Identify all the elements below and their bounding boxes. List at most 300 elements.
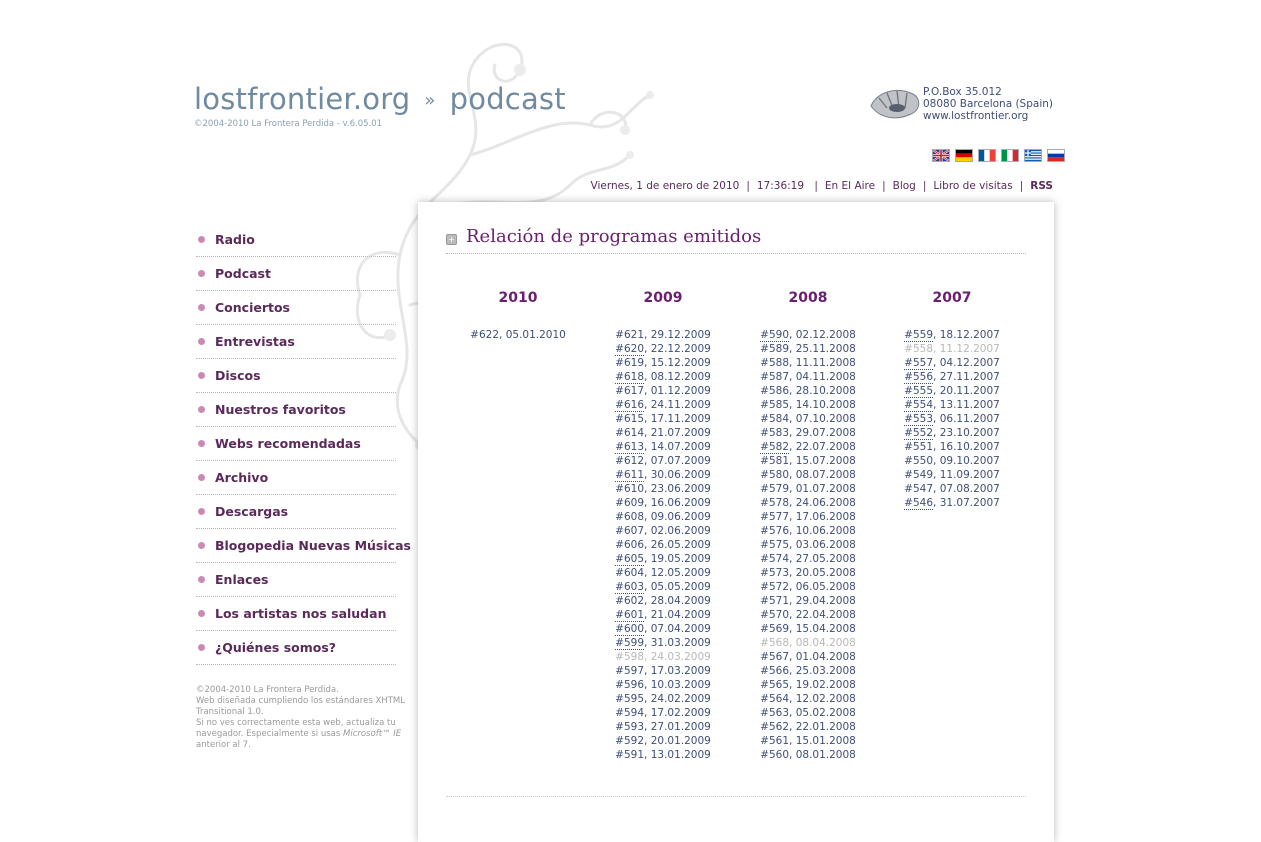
address-block bbox=[867, 84, 1057, 126]
episode-entry[interactable] bbox=[886, 468, 1018, 482]
episode-number[interactable]: #554 bbox=[904, 399, 934, 411]
episode-number[interactable]: #581 bbox=[760, 455, 790, 467]
episode-number[interactable]: #549 bbox=[904, 469, 934, 481]
episode-number[interactable]: #611 bbox=[615, 469, 645, 481]
episode-entry[interactable] bbox=[742, 538, 874, 552]
episode-comma: , bbox=[644, 539, 651, 551]
episode-number[interactable]: #585 bbox=[760, 399, 790, 411]
top-nav: Viernes, 1 de enero de 2010 | 17:36:19 | En El Aire | Blog | Libro de visitas | RSS bbox=[590, 180, 1053, 192]
episode-number[interactable]: #552 bbox=[904, 427, 934, 439]
episode-entry[interactable] bbox=[742, 594, 874, 608]
episode-date: 04.11.2008 bbox=[795, 371, 856, 383]
episode-number[interactable]: #561 bbox=[760, 735, 790, 747]
address-line-city: 08080 Barcelona (Spain) bbox=[923, 98, 1053, 110]
episode-date: 17.02.2009 bbox=[650, 707, 711, 719]
episode-date: 09.06.2009 bbox=[650, 511, 711, 523]
episode-number[interactable]: #580 bbox=[760, 469, 790, 481]
address-line-pobox: P.O.Box 35.012 bbox=[923, 86, 1002, 98]
episode-comma: , bbox=[644, 623, 651, 635]
year-heading: 2008 bbox=[788, 290, 828, 306]
episode-entry[interactable] bbox=[742, 398, 874, 412]
episode-number[interactable]: #609 bbox=[615, 497, 645, 509]
episode-entry[interactable] bbox=[886, 398, 1018, 412]
episode-entry[interactable] bbox=[742, 510, 874, 524]
episode-entry[interactable] bbox=[742, 454, 874, 468]
episode-entry[interactable] bbox=[886, 440, 1018, 454]
episode-entry[interactable] bbox=[597, 552, 729, 566]
episode-number[interactable]: #578 bbox=[760, 497, 790, 509]
episode-number[interactable]: #562 bbox=[760, 721, 790, 733]
episode-number[interactable]: #565 bbox=[760, 679, 790, 691]
episode-entry[interactable] bbox=[597, 342, 729, 356]
episode-date: 14.10.2008 bbox=[795, 399, 856, 411]
episode-number[interactable]: #602 bbox=[615, 595, 645, 607]
episode-comma: , bbox=[789, 469, 796, 481]
sidebar-item-artistas[interactable] bbox=[196, 597, 396, 631]
episode-comma: , bbox=[644, 721, 651, 733]
episode-entry[interactable] bbox=[742, 384, 874, 398]
episode-entry[interactable] bbox=[742, 720, 874, 734]
episode-number[interactable]: #604 bbox=[615, 567, 645, 579]
episode-date: 24.11.2009 bbox=[650, 399, 711, 411]
episode-comma: , bbox=[933, 399, 940, 411]
episode-entry[interactable] bbox=[742, 650, 874, 664]
episode-date: 16.06.2009 bbox=[650, 497, 711, 509]
sidebar-item-label[interactable]: Conciertos bbox=[215, 300, 290, 315]
episode-comma: , bbox=[644, 469, 651, 481]
episode-number[interactable]: #551 bbox=[904, 441, 934, 453]
episode-date: 01.12.2009 bbox=[650, 385, 711, 397]
episode-number[interactable]: #617 bbox=[615, 385, 645, 397]
episode-comma: , bbox=[644, 525, 651, 537]
episode-number[interactable]: #579 bbox=[760, 483, 790, 495]
episode-date: 08.01.2008 bbox=[795, 749, 856, 761]
episode-number[interactable]: #577 bbox=[760, 511, 790, 523]
episode-date: 08.07.2008 bbox=[795, 469, 856, 481]
episode-number[interactable]: #607 bbox=[615, 525, 645, 537]
episode-comma: , bbox=[644, 665, 651, 677]
episode-entry[interactable] bbox=[597, 580, 729, 594]
episode-number[interactable]: #616 bbox=[615, 399, 645, 411]
episode-number[interactable]: #571 bbox=[760, 595, 790, 607]
episode-date: 22.12.2009 bbox=[650, 343, 711, 355]
episode-entry[interactable] bbox=[597, 370, 729, 384]
episode-entry[interactable] bbox=[742, 706, 874, 720]
episode-number[interactable]: #614 bbox=[615, 427, 645, 439]
bullet-icon bbox=[198, 576, 205, 583]
episode-comma: , bbox=[789, 483, 796, 495]
episode-entry bbox=[742, 636, 874, 650]
episode-entry bbox=[886, 342, 1018, 356]
episode-number[interactable]: #557 bbox=[904, 357, 934, 369]
episode-number[interactable]: #586 bbox=[760, 385, 790, 397]
episode-entry[interactable] bbox=[597, 692, 729, 706]
episode-entry[interactable] bbox=[886, 454, 1018, 468]
episode-entry[interactable] bbox=[742, 468, 874, 482]
episode-number[interactable]: #550 bbox=[904, 455, 934, 467]
episode-comma: , bbox=[933, 441, 940, 453]
episode-entry[interactable] bbox=[597, 384, 729, 398]
episode-number[interactable]: #619 bbox=[615, 357, 645, 369]
episode-entry[interactable] bbox=[597, 566, 729, 580]
episode-entry[interactable] bbox=[742, 748, 874, 762]
episode-entry[interactable] bbox=[886, 356, 1018, 370]
episode-date: 11.11.2008 bbox=[795, 357, 856, 369]
episode-number[interactable]: #599 bbox=[615, 637, 645, 649]
episode-number[interactable]: #559 bbox=[904, 329, 934, 341]
episode-entry[interactable] bbox=[597, 678, 729, 692]
episode-entry[interactable] bbox=[597, 496, 729, 510]
footer-xhtml[interactable]: Web diseñada cumpliendo los estándares XHTML Transitional 1.0. bbox=[196, 696, 405, 717]
episode-comma: , bbox=[644, 637, 651, 649]
episode-comma: , bbox=[789, 511, 796, 523]
year-column-2009 bbox=[597, 290, 729, 762]
episode-comma: , bbox=[644, 553, 651, 565]
episode-date: 17.06.2008 bbox=[795, 511, 856, 523]
episode-number[interactable]: #620 bbox=[615, 343, 645, 355]
episode-entry[interactable] bbox=[597, 720, 729, 734]
sidebar-item-entrevistas[interactable] bbox=[196, 325, 396, 359]
sidebar-item-descargas[interactable] bbox=[196, 495, 396, 529]
sidebar-item-label[interactable]: Podcast bbox=[215, 266, 271, 281]
episode-entry[interactable] bbox=[742, 328, 874, 342]
episode-date: 31.07.2007 bbox=[939, 497, 1000, 509]
italy-flag-icon[interactable] bbox=[1001, 149, 1019, 162]
episode-entry[interactable] bbox=[742, 342, 874, 356]
episode-number[interactable]: #583 bbox=[760, 427, 790, 439]
episode-entry[interactable] bbox=[597, 482, 729, 496]
bullet-icon bbox=[198, 406, 205, 413]
rss-link[interactable]: RSS bbox=[1030, 180, 1053, 192]
episode-number[interactable]: #556 bbox=[904, 371, 934, 383]
episode-entry[interactable] bbox=[886, 412, 1018, 426]
episode-number[interactable]: #569 bbox=[760, 623, 790, 635]
site-title[interactable] bbox=[194, 82, 566, 116]
episode-number[interactable]: #596 bbox=[615, 679, 645, 691]
episode-date: 15.07.2008 bbox=[795, 455, 856, 467]
episode-number[interactable]: #597 bbox=[615, 665, 645, 677]
episode-entry[interactable] bbox=[452, 328, 584, 342]
sidebar-item-label[interactable]: Discos bbox=[215, 368, 261, 383]
content-panel bbox=[418, 202, 1054, 842]
episode-entry[interactable] bbox=[597, 398, 729, 412]
episode-date: 15.01.2008 bbox=[795, 735, 856, 747]
france-flag-icon[interactable] bbox=[978, 149, 996, 162]
episode-comma: , bbox=[789, 413, 796, 425]
episode-comma: , bbox=[933, 427, 940, 439]
episode-comma: , bbox=[789, 385, 796, 397]
episode-comma: , bbox=[644, 483, 651, 495]
episode-date: 07.08.2007 bbox=[939, 483, 1000, 495]
greece-flag-icon[interactable] bbox=[1024, 149, 1042, 162]
footer-version-text: anterior al 7. bbox=[196, 740, 251, 750]
episode-number[interactable]: #560 bbox=[760, 749, 790, 761]
episode-comma: , bbox=[789, 455, 796, 467]
episode-entry[interactable] bbox=[886, 328, 1018, 342]
episode-number[interactable]: #621 bbox=[615, 329, 645, 341]
episode-entry[interactable] bbox=[886, 384, 1018, 398]
episode-number[interactable]: #595 bbox=[615, 693, 645, 705]
episode-number[interactable]: #606 bbox=[615, 539, 645, 551]
sidebar-item-quienes-somos[interactable] bbox=[196, 631, 396, 665]
episode-entry[interactable] bbox=[742, 440, 874, 454]
episode-entry[interactable] bbox=[597, 356, 729, 370]
episode-number[interactable]: #589 bbox=[760, 343, 790, 355]
topnav-link-en-el-aire[interactable]: En El Aire bbox=[824, 180, 876, 192]
site-name[interactable]: lostfrontier.org bbox=[194, 82, 411, 116]
episode-entry[interactable] bbox=[742, 566, 874, 580]
episode-number: #598 bbox=[615, 651, 645, 663]
sidebar-item-nuestros-favoritos[interactable] bbox=[196, 393, 396, 427]
episode-number[interactable]: #591 bbox=[615, 749, 645, 761]
sidebar-item-podcast[interactable] bbox=[196, 257, 396, 291]
episode-comma: , bbox=[789, 371, 796, 383]
sidebar-item-label[interactable]: Radio bbox=[215, 232, 255, 247]
episode-number[interactable]: #600 bbox=[615, 623, 645, 635]
episode-entry[interactable] bbox=[597, 426, 729, 440]
sidebar-item-radio[interactable] bbox=[196, 223, 396, 257]
episode-comma: , bbox=[644, 707, 651, 719]
episode-number[interactable]: #566 bbox=[760, 665, 790, 677]
episode-comma: , bbox=[789, 637, 796, 649]
episode-number[interactable]: #615 bbox=[615, 413, 645, 425]
sidebar-item-label[interactable]: Los artistas nos saludan bbox=[215, 606, 387, 621]
episode-comma: , bbox=[644, 609, 651, 621]
episode-number[interactable]: #584 bbox=[760, 413, 790, 425]
episode-entry[interactable] bbox=[597, 468, 729, 482]
subtitle-dash: - bbox=[334, 119, 343, 129]
episode-date: 29.07.2008 bbox=[795, 427, 856, 439]
topnav-link-blog[interactable]: Blog bbox=[892, 180, 916, 192]
sidebar-item-label[interactable]: Nuestros favoritos bbox=[215, 402, 346, 417]
bullet-icon bbox=[198, 236, 205, 243]
episode-date: 18.12.2007 bbox=[939, 329, 1000, 341]
episode-date: 19.02.2008 bbox=[795, 679, 856, 691]
episode-entry[interactable] bbox=[597, 524, 729, 538]
episode-entry[interactable] bbox=[886, 496, 1018, 510]
episode-date: 01.07.2008 bbox=[795, 483, 856, 495]
episode-comma: , bbox=[644, 679, 651, 691]
episode-number[interactable]: #588 bbox=[760, 357, 790, 369]
title-separator: » bbox=[424, 90, 436, 111]
sidebar-item-conciertos[interactable] bbox=[196, 291, 396, 325]
episode-comma: , bbox=[789, 539, 796, 551]
episode-date: 23.10.2007 bbox=[939, 427, 1000, 439]
episode-date: 16.10.2007 bbox=[939, 441, 1000, 453]
bullet-icon bbox=[198, 440, 205, 447]
episode-number[interactable]: #612 bbox=[615, 455, 645, 467]
panel-header bbox=[446, 226, 1026, 254]
episode-date: 22.07.2008 bbox=[795, 441, 856, 453]
year-column-2008 bbox=[742, 290, 874, 762]
bullet-icon bbox=[198, 542, 205, 549]
collapse-icon[interactable]: + bbox=[446, 234, 457, 245]
episode-number: #558 bbox=[904, 343, 934, 355]
episode-number[interactable]: #594 bbox=[615, 707, 645, 719]
episode-entry[interactable] bbox=[597, 622, 729, 636]
episode-number[interactable]: #590 bbox=[760, 329, 790, 341]
episode-entry[interactable] bbox=[742, 608, 874, 622]
episode-entry[interactable] bbox=[742, 664, 874, 678]
episode-number[interactable]: #608 bbox=[615, 511, 645, 523]
episode-entry[interactable] bbox=[597, 412, 729, 426]
footer-browser: Microsoft™ IE bbox=[343, 729, 402, 739]
section-name[interactable]: podcast bbox=[449, 82, 566, 116]
episode-entry[interactable] bbox=[597, 734, 729, 748]
episode-number[interactable]: #605 bbox=[615, 553, 645, 565]
episode-entry[interactable] bbox=[597, 706, 729, 720]
episode-entry[interactable] bbox=[886, 426, 1018, 440]
episode-comma: , bbox=[644, 357, 651, 369]
episode-comma: , bbox=[933, 357, 940, 369]
episode-date: 06.05.2008 bbox=[795, 581, 856, 593]
episode-entry[interactable] bbox=[742, 426, 874, 440]
episode-date: 13.01.2009 bbox=[650, 749, 711, 761]
sidebar-item-label[interactable]: Entrevistas bbox=[215, 334, 295, 349]
episode-comma: , bbox=[644, 651, 651, 663]
episode-number[interactable]: #570 bbox=[760, 609, 790, 621]
episode-entry[interactable] bbox=[597, 594, 729, 608]
episode-number[interactable]: #575 bbox=[760, 539, 790, 551]
episode-entry[interactable] bbox=[742, 482, 874, 496]
sidebar-item-label[interactable]: Blogopedia Nuevas Músicas bbox=[215, 538, 411, 553]
sidebar-item-blogopedia[interactable] bbox=[196, 529, 411, 563]
episode-date: 20.11.2007 bbox=[939, 385, 1000, 397]
episode-entry[interactable] bbox=[886, 482, 1018, 496]
episode-number[interactable]: #567 bbox=[760, 651, 790, 663]
episode-date: 24.06.2008 bbox=[795, 497, 856, 509]
episode-number[interactable]: #547 bbox=[904, 483, 934, 495]
episode-date: 11.09.2007 bbox=[939, 469, 1000, 481]
episode-entry[interactable] bbox=[742, 734, 874, 748]
footer-note bbox=[196, 685, 408, 751]
episode-entry[interactable] bbox=[742, 552, 874, 566]
episode-comma: , bbox=[499, 329, 506, 341]
sidebar-item-label[interactable]: Descargas bbox=[215, 504, 289, 519]
episode-date: 03.06.2008 bbox=[795, 539, 856, 551]
russia-flag-icon[interactable] bbox=[1047, 149, 1065, 162]
episode-number[interactable]: #574 bbox=[760, 553, 790, 565]
episode-entry[interactable] bbox=[886, 370, 1018, 384]
episode-number[interactable]: #610 bbox=[615, 483, 645, 495]
episode-entry[interactable] bbox=[742, 356, 874, 370]
episode-date: 24.02.2009 bbox=[650, 693, 711, 705]
episode-number[interactable]: #573 bbox=[760, 567, 790, 579]
episode-entry bbox=[597, 650, 729, 664]
bullet-icon bbox=[198, 644, 205, 651]
episode-entry[interactable] bbox=[742, 370, 874, 384]
episode-entry[interactable] bbox=[742, 412, 874, 426]
episode-comma: , bbox=[644, 567, 651, 579]
episode-number[interactable]: #546 bbox=[904, 497, 934, 509]
sidebar-item-enlaces[interactable] bbox=[196, 563, 396, 597]
sidebar-item-webs-recomendadas[interactable] bbox=[196, 427, 396, 461]
episode-number[interactable]: #593 bbox=[615, 721, 645, 733]
episode-entry[interactable] bbox=[742, 678, 874, 692]
copyright-line: ©2004-2010 La Frontera Perdida bbox=[194, 119, 335, 129]
episode-comma: , bbox=[933, 469, 940, 481]
episode-number[interactable]: #618 bbox=[615, 371, 645, 383]
sidebar-item-label[interactable]: Webs recomendadas bbox=[215, 436, 361, 451]
address-line-web[interactable]: www.lostfrontier.org bbox=[923, 110, 1029, 122]
episode-number[interactable]: #555 bbox=[904, 385, 934, 397]
sidebar-nav bbox=[196, 223, 411, 665]
episode-number[interactable]: #601 bbox=[615, 609, 645, 621]
episode-entry[interactable] bbox=[597, 748, 729, 762]
episode-entry[interactable] bbox=[597, 328, 729, 342]
bullet-icon bbox=[198, 270, 205, 277]
sidebar-item-label[interactable]: Archivo bbox=[215, 470, 269, 485]
episode-date: 11.12.2007 bbox=[939, 343, 1000, 355]
sidebar-item-archivo[interactable] bbox=[196, 461, 396, 495]
episode-date: 21.07.2009 bbox=[650, 427, 711, 439]
episode-comma: , bbox=[644, 735, 651, 747]
episode-number[interactable]: #613 bbox=[615, 441, 645, 453]
episode-number[interactable]: #576 bbox=[760, 525, 790, 537]
sidebar-item-discos[interactable] bbox=[196, 359, 396, 393]
episode-entry[interactable] bbox=[742, 622, 874, 636]
episode-comma: , bbox=[933, 455, 940, 467]
footer-update-text: Si no ves correctamente esta web, actualiza tu navegador. Especialmente si usas bbox=[196, 718, 396, 739]
episode-date: 28.10.2008 bbox=[795, 385, 856, 397]
episode-number[interactable]: #592 bbox=[615, 735, 645, 747]
episode-number[interactable]: #603 bbox=[615, 581, 645, 593]
episode-entry[interactable] bbox=[597, 510, 729, 524]
episode-number[interactable]: #582 bbox=[760, 441, 790, 453]
episode-entry[interactable] bbox=[597, 538, 729, 552]
episode-entry[interactable] bbox=[597, 454, 729, 468]
episode-comma: , bbox=[789, 665, 796, 677]
episode-date: 02.12.2008 bbox=[795, 329, 856, 341]
episode-number[interactable]: #622 bbox=[470, 329, 500, 341]
episode-entry[interactable] bbox=[742, 692, 874, 706]
episode-comma: , bbox=[789, 343, 796, 355]
episode-comma: , bbox=[644, 693, 651, 705]
episode-date: 10.03.2009 bbox=[650, 679, 711, 691]
topnav-link-libro-de-visitas[interactable]: Libro de visitas bbox=[933, 180, 1013, 192]
episode-number[interactable]: #553 bbox=[904, 413, 934, 425]
episode-date: 04.12.2007 bbox=[939, 357, 1000, 369]
episode-number[interactable]: #587 bbox=[760, 371, 790, 383]
uk-flag-icon[interactable] bbox=[932, 149, 950, 162]
episode-entry[interactable] bbox=[742, 524, 874, 538]
episode-date: 27.11.2007 bbox=[939, 371, 1000, 383]
sidebar-item-label[interactable]: ¿Quiénes somos? bbox=[215, 640, 337, 655]
episode-number[interactable]: #572 bbox=[760, 581, 790, 593]
episode-comma: , bbox=[789, 679, 796, 691]
episode-entry[interactable] bbox=[597, 636, 729, 650]
episode-entry[interactable] bbox=[597, 608, 729, 622]
episode-entry[interactable] bbox=[742, 496, 874, 510]
version-label: v.6.05.01 bbox=[342, 119, 383, 129]
episode-comma: , bbox=[933, 343, 940, 355]
sidebar-item-label[interactable]: Enlaces bbox=[215, 572, 269, 587]
episode-number[interactable]: #563 bbox=[760, 707, 790, 719]
episode-entry[interactable] bbox=[597, 664, 729, 678]
episode-comma: , bbox=[644, 749, 651, 761]
year-heading: 2009 bbox=[643, 290, 683, 306]
episode-comma: , bbox=[789, 609, 796, 621]
episode-date: 08.12.2009 bbox=[650, 371, 711, 383]
shell-icon bbox=[867, 84, 923, 124]
episode-entry[interactable] bbox=[742, 580, 874, 594]
episode-entry[interactable] bbox=[597, 440, 729, 454]
episode-number[interactable]: #564 bbox=[760, 693, 790, 705]
episode-date: 20.05.2008 bbox=[795, 567, 856, 579]
germany-flag-icon[interactable] bbox=[955, 149, 973, 162]
episode-comma: , bbox=[789, 623, 796, 635]
episode-date: 08.04.2008 bbox=[795, 637, 856, 649]
